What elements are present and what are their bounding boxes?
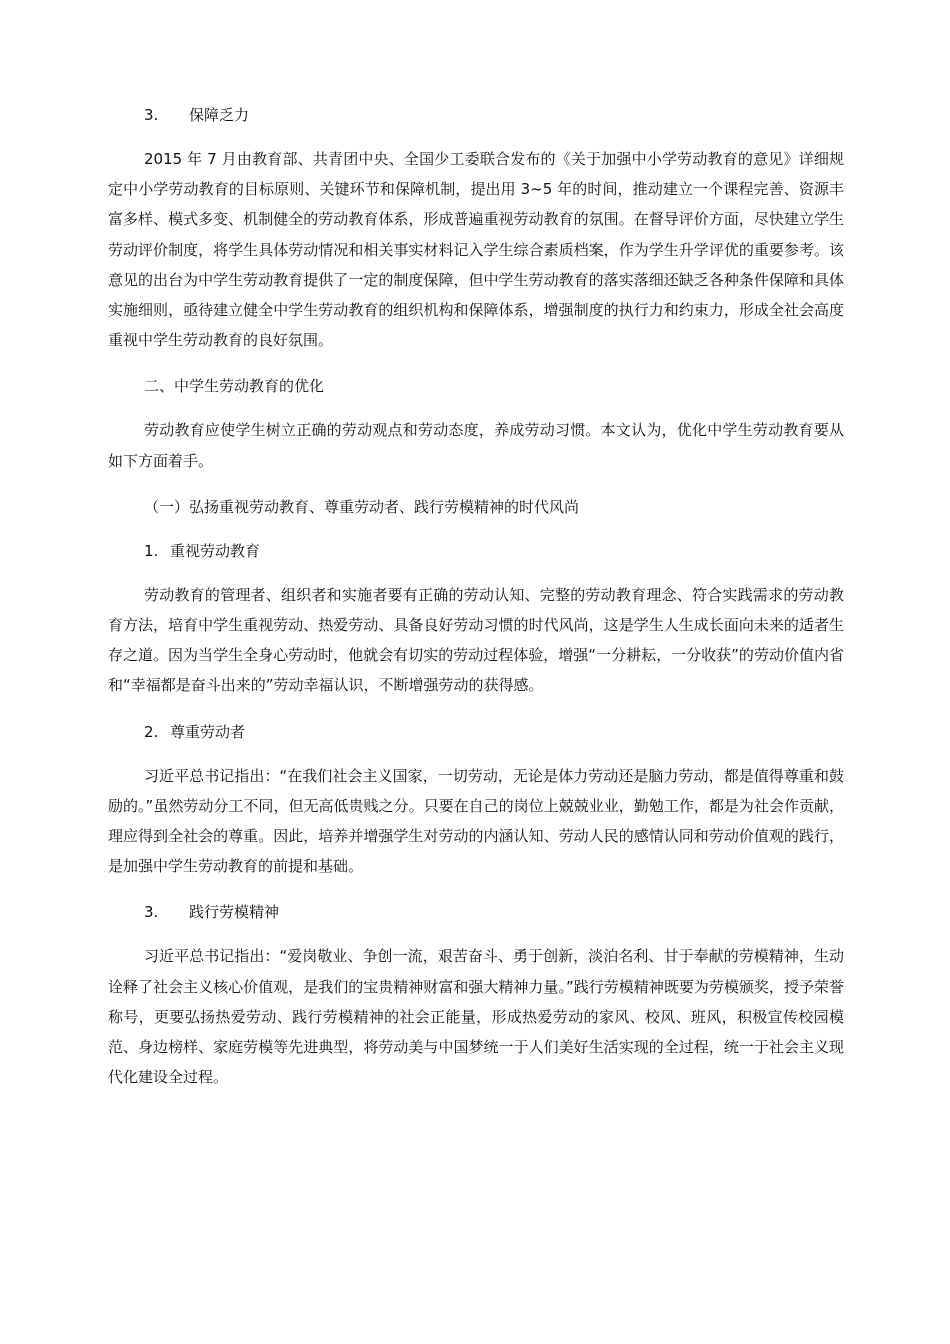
section-heading-optimization [108, 371, 844, 401]
heading-number: 3. [144, 903, 159, 922]
heading-text: 重视劳动教育 [170, 541, 261, 560]
section-heading-value-labor-education [108, 536, 844, 566]
paragraph-intro: 劳动教育应使学生树立正确的劳动观点和劳动态度，养成劳动习惯。本文认为，优化中学生劳动教育要从如下方面着手。 [108, 421, 844, 470]
heading-number: 3. [144, 106, 159, 124]
heading-number: 2. [144, 722, 159, 741]
section-heading-model-worker-spirit [108, 897, 844, 927]
heading-text: 二、中学生劳动教育的优化 [144, 377, 325, 396]
document-page [108, 100, 844, 1092]
section-heading-support-lacking [108, 100, 844, 130]
paragraph-model-worker-spirit: 习近平总书记指出：“爱岗敬业、争创一流，艰苦奋斗、勇于创新，淡泊名利、甘于奉献的劳模精神，生动诠释了社会主义核心价值观，是我们的宝贵精神财富和强大精神力量。”践行劳模精神既要为劳模颁奖，授予荣誉称号，更要弘扬热爱劳动、践行劳模精神的社会正能量，形成热爱劳动的家风、校风、班风，积极宣传校园模范、身边榜样、家庭劳模等先进典型，将劳动美与中国梦统一于人们美好生活实现的全过程，统一于社会主义现代化建设全过程。 [108, 947, 844, 1087]
heading-text: 尊重劳动者 [170, 722, 246, 741]
heading-text: （一）弘扬重视劳动教育、尊重劳动者、践行劳模精神的时代风尚 [144, 497, 580, 516]
paragraph-policy: 2015 年 7 月由教育部、共青团中央、全国少工委联合发布的《关于加强中小学劳动教育的意见》详细规定中小学劳动教育的目标原则、关键环节和保障机制，提出用 3~5 年的时间，推动建立一个课程完善、资源丰富多样、模式多变、机制健全的劳动教育体系，形成普遍重视劳动教育的氛围。在督导评价方面，尽快建立学生劳动评价制度，将学生具体劳动情况和相关事实材料记入学生综合素质档案，作为学生升学评优的重要参考。该意见的出台为中学生劳动教育提供了一定的制度保障，但中学生劳动教育的落实落细还缺乏各种条件保障和具体实施细则，亟待建立健全中学生劳动教育的组织机构和保障体系，增强制度的执行力和约束力，形成全社会高度重视中学生劳动教育的良好氛围。 [108, 150, 844, 350]
paragraph-respect-workers: 习近平总书记指出：“在我们社会主义国家，一切劳动，无论是体力劳动还是脑力劳动，都是值得尊重和鼓励的。”虽然劳动分工不同，但无高低贵贱之分。只要在自己的岗位上兢兢业业，勤勉工作，都是为社会作贡献，理应得到全社会的尊重。因此，培养并增强学生对劳动的内涵认知、劳动人民的感情认同和劳动价值观的践行，是加强中学生劳动教育的前提和基础。 [108, 766, 844, 876]
section-heading-promote [108, 492, 844, 522]
heading-text: 践行劳模精神 [189, 903, 280, 922]
heading-text: 保障乏力 [189, 106, 250, 124]
heading-number: 1. [144, 541, 159, 560]
section-heading-respect-workers [108, 717, 844, 747]
paragraph-value-labor: 劳动教育的管理者、组织者和实施者要有正确的劳动认知、完整的劳动教育理念、符合实践需求的劳动教育方法，培育中学生重视劳动、热爱劳动、具备良好劳动习惯的时代风尚，这是学生人生成长面向未来的适者生存之道。因为当学生全身心劳动时，他就会有切实的劳动过程体验，增强“一分耕耘，一分收获”的劳动价值内省和“幸福都是奋斗出来的”劳动幸福认识，不断增强劳动的获得感。 [108, 585, 844, 695]
